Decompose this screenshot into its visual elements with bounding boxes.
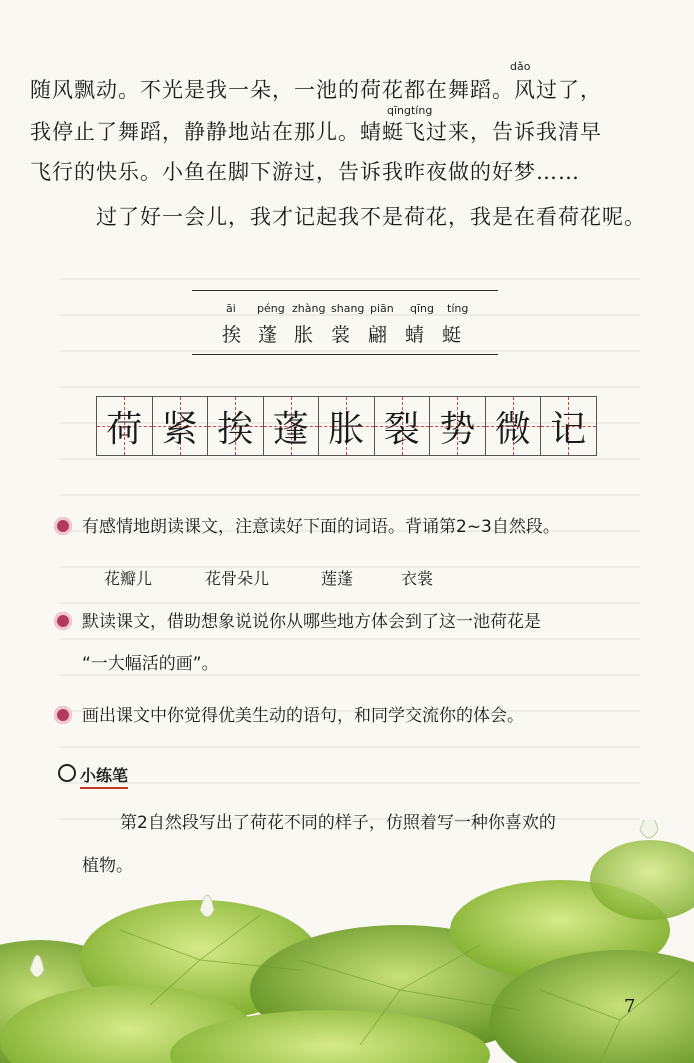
exercise-bullet-icon — [54, 517, 72, 535]
pinyin-qingting: qīngtíng — [387, 104, 433, 117]
practice-title: 小练笔 — [80, 763, 128, 789]
grid-cell: 记 — [541, 397, 596, 455]
exercise-bullet-icon — [54, 706, 72, 724]
grid-cell: 裂 — [375, 397, 431, 455]
vocab-char: 胀 — [294, 324, 315, 346]
exercise-1: 有感情地朗读课文，注意读好下面的词语。背诵第2~3自然段。 — [82, 517, 560, 537]
word-item: 花骨朵儿 — [205, 569, 270, 588]
text-line-3: 飞行的快乐。小鱼在脚下游过，告诉我昨夜做的好梦…… — [30, 160, 580, 184]
pencil-icon — [58, 764, 76, 782]
vocab-char: 翩 — [368, 324, 389, 346]
grid-cell: 紧 — [153, 397, 209, 455]
word-item: 莲蓬 — [321, 569, 354, 588]
grid-cell: 荷 — [97, 397, 153, 455]
vocab-pinyin: zhàng — [292, 302, 326, 315]
grid-cell: 微 — [486, 397, 542, 455]
practice-line-1: 第2自然段写出了荷花不同的样子，仿照着写一种你喜欢的 — [120, 813, 556, 833]
vocab-pinyin: piān — [370, 302, 394, 315]
vocab-char: 裳 — [331, 324, 352, 346]
vocab-pinyin: shang — [331, 302, 365, 315]
grid-cell: 挨 — [208, 397, 264, 455]
vocab-pinyin: qīng — [410, 302, 434, 315]
text-line-2: 我停止了舞蹈，静静地站在那儿。蜻蜓飞过来，告诉我清早 — [30, 120, 602, 144]
vocab-bottom-rule — [192, 354, 498, 355]
word-item: 衣裳 — [401, 569, 434, 588]
writing-grid — [96, 396, 597, 456]
text-line-1: 随风飘动。不光是我一朵，一池的荷花都在舞蹈。风过了， — [30, 78, 602, 102]
vocab-char: 蓬 — [258, 324, 279, 346]
practice-line-2: 植物。 — [82, 856, 133, 876]
vocab-char: 蜻 — [405, 324, 426, 346]
vocab-pinyin: āi — [226, 302, 236, 315]
word-item: 花瓣儿 — [104, 569, 153, 588]
exercise-2-line-1: 默读课文，借助想象说说你从哪些地方体会到了这一池荷花是 — [82, 612, 541, 632]
vocab-top-rule — [192, 290, 498, 291]
grid-cell: 蓬 — [264, 397, 320, 455]
exercise-bullet-icon — [54, 612, 72, 630]
vocab-char: 挨 — [222, 324, 243, 346]
lotus-leaves-illustration — [0, 820, 694, 1063]
pinyin-dao: dǎo — [510, 60, 531, 73]
vocab-pinyin: tíng — [447, 302, 469, 315]
grid-cell: 胀 — [319, 397, 375, 455]
text-line-4: 过了好一会儿，我才记起我不是荷花，我是在看荷花呢。 — [96, 205, 646, 229]
exercise-2-line-2: “一大幅活的画”。 — [82, 654, 219, 674]
page-number: 7 — [624, 996, 636, 1017]
exercise-3: 画出课文中你觉得优美生动的语句，和同学交流你的体会。 — [82, 706, 524, 726]
grid-cell: 势 — [430, 397, 486, 455]
vocab-char: 蜓 — [442, 324, 463, 346]
vocab-pinyin: péng — [257, 302, 285, 315]
